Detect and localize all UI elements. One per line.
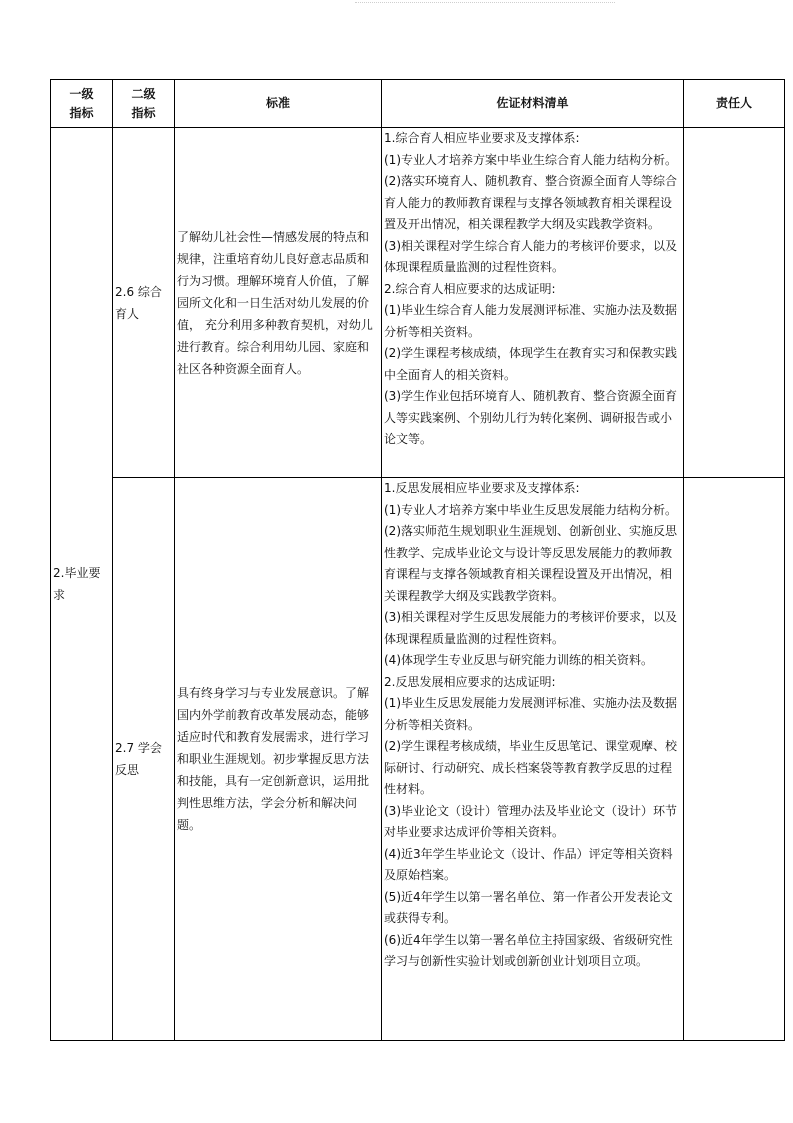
header-evidence: 佐证材料清单 [382,80,684,128]
evidence-item: (5)近4年学生以第一署名单位、第一作者公开发表论文或获得专利。 [384,889,673,925]
evidence-item: (1)专业人才培养方案中毕业生综合育人能力结构分析。 [384,152,678,167]
evidence-cell [382,128,684,478]
evidence-item: (3)学生作业包括环境育人、随机教育、整合资源全面育人等实践案例、个别幼儿行为转化案例、调研报告或小论文等。 [384,389,678,446]
evidence-cell [382,478,684,1041]
evidence-item: (4)体现学生专业反思与研究能力训练的相关资料。 [384,653,653,667]
evidence-item: (1)毕业生综合育人能力发展测评标准、实施办法及数据分析等相关资料。 [384,303,678,339]
level2-cell: 2.7 学会反思 [113,478,175,1041]
evidence-item: (1)毕业生反思发展能力发展测评标准、实施办法及数据分析等相关资料。 [384,696,678,732]
evidence-item: (2)学生课程考核成绩，体现学生在教育实习和保教实践中全面育人的相关资料。 [384,346,678,382]
evidence-item: (2)落实环境育人、随机教育、整合资源全面育人等综合育人能力的教师教育课程与支撑各领域教育相关课程设置及开出情况，相关课程教学大纲及实践教学资料。 [384,174,678,231]
header-standard: 标准 [175,80,382,128]
evidence-item: 2.综合育人相应要求的达成证明: [384,281,556,296]
header-level1: 一级 指标 [51,80,113,128]
standard-cell: 了解幼儿社会性—情感发展的特点和规律，注重培育幼儿良好意志品质和行为习惯。理解环境育人价值，了解园所文化和一日生活对幼儿发展的价值， 充分利用多种教育契机，对幼儿进行教育。综合利用幼儿园、家庭和社区各种资源全面育人。 [175,128,382,478]
evidence-item: 2.反思发展相应要求的达成证明: [384,674,556,689]
table-row [51,128,785,478]
standard-cell: 具有终身学习与专业发展意识。了解国内外学前教育改革发展动态，能够适应时代和教育发展需求，进行学习和职业生涯规划。初步掌握反思方法和技能，具有一定创新意识，运用批判性思维方法，学会分析和解决问题。 [175,478,382,1041]
responsible-cell [684,128,785,478]
responsible-cell [684,478,785,1041]
evidence-item: (2)落实师范生规划职业生涯规划、创新创业、实施反思性教学、完成毕业论文与设计等反思发展能力的教师教育课程与支撑各领域教育相关课程设置及开出情况，相关课程教学大纲及实践教学资料。 [384,524,678,603]
table-header-row [51,80,785,128]
scan-artifact [355,2,615,8]
table-row [51,478,785,1041]
evidence-item: 1.反思发展相应毕业要求及支撑体系: [384,481,580,495]
evidence-item: (3)相关课程对学生反思发展能力的考核评价要求，以及体现课程质量监测的过程性资料。 [384,610,678,646]
criteria-table [50,79,785,1041]
header-responsible: 责任人 [684,80,785,128]
evidence-item: (6)近4年学生以第一署名单位主持国家级、省级研究性学习与创新性实验计划或创新创业计划项目立项。 [384,932,673,968]
level2-cell: 2.6 综合育人 [113,128,175,478]
evidence-item: (1)专业人才培养方案中毕业生反思发展能力结构分析。 [384,502,678,517]
level1-cell: 2.毕业要求 [51,128,113,1041]
evidence-item: (4)近3年学生毕业论文（设计、作品）评定等相关资料及原始档案。 [384,846,673,882]
evidence-item: (3)毕业论文（设计）管理办法及毕业论文（设计）环节对毕业要求达成评价等相关资料。 [384,803,678,839]
header-level2: 二级 指标 [113,80,175,128]
evidence-item: (3)相关课程对学生综合育人能力的考核评价要求，以及体现课程质量监测的过程性资料。 [384,238,678,274]
evidence-item: 1.综合育人相应毕业要求及支撑体系: [384,131,580,145]
evidence-item: (2)学生课程考核成绩，毕业生反思笔记、课堂观摩、校际研讨、行动研究、成长档案袋等教育教学反思的过程性材料。 [384,739,678,796]
